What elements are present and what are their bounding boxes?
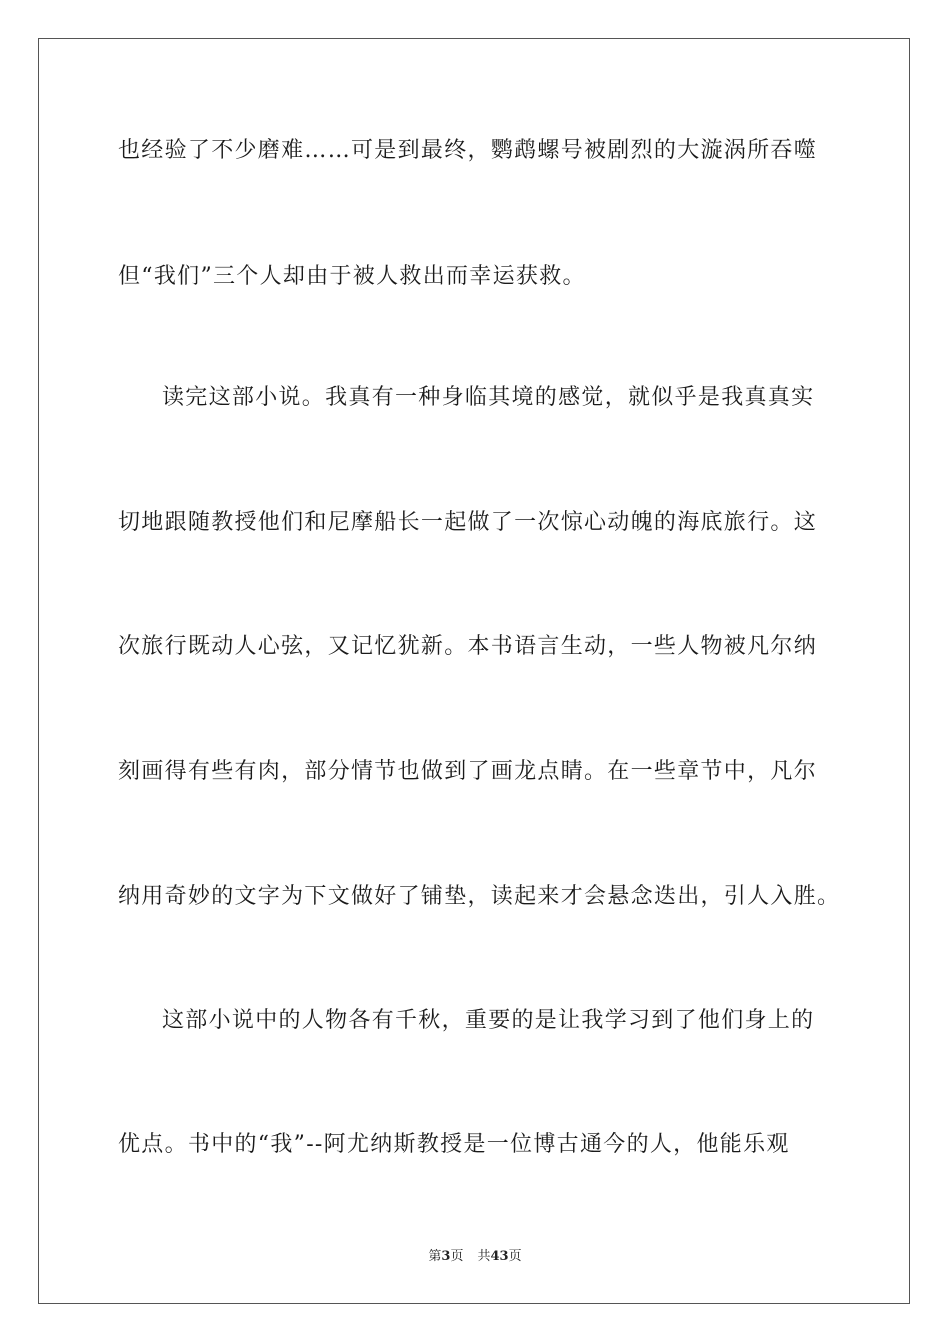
page-prefix: 第 xyxy=(428,1249,442,1264)
page-footer xyxy=(0,1248,950,1266)
text-line-9: 优点。书中的“我”--阿尤纳斯教授是一位博古通今的人，他能乐观 xyxy=(118,1132,790,1157)
text-line-2: 但“我们”三个人却由于被人救出而幸运获救。 xyxy=(118,264,586,289)
total-prefix: 共 xyxy=(477,1249,491,1264)
page-total: 43 xyxy=(490,1249,509,1264)
total-suffix: 页 xyxy=(508,1249,522,1264)
text-line-4: 切地跟随教授他们和尼摩船长一起做了一次惊心动魄的海底旅行。这 xyxy=(118,510,818,535)
page-suffix: 页 xyxy=(450,1249,464,1264)
text-line-5: 次旅行既动人心弦，又记忆犹新。本书语言生动，一些人物被凡尔纳 xyxy=(118,634,818,659)
text-line-1: 也经验了不少磨难……可是到最终，鹦鹉螺号被剧烈的大漩涡所吞噬 xyxy=(118,138,818,163)
text-line-3: 读完这部小说。我真有一种身临其境的感觉，就似乎是我真真实 xyxy=(162,385,815,410)
page-frame xyxy=(38,38,910,1304)
text-line-8: 这部小说中的人物各有千秋，重要的是让我学习到了他们身上的 xyxy=(162,1008,815,1033)
text-line-7: 纳用奇妙的文字为下文做好了铺垫，读起来才会悬念迭出，引人入胜。 xyxy=(118,884,841,909)
page-current: 3 xyxy=(441,1249,451,1264)
text-line-6: 刻画得有些有肉，部分情节也做到了画龙点睛。在一些章节中，凡尔 xyxy=(118,759,818,784)
